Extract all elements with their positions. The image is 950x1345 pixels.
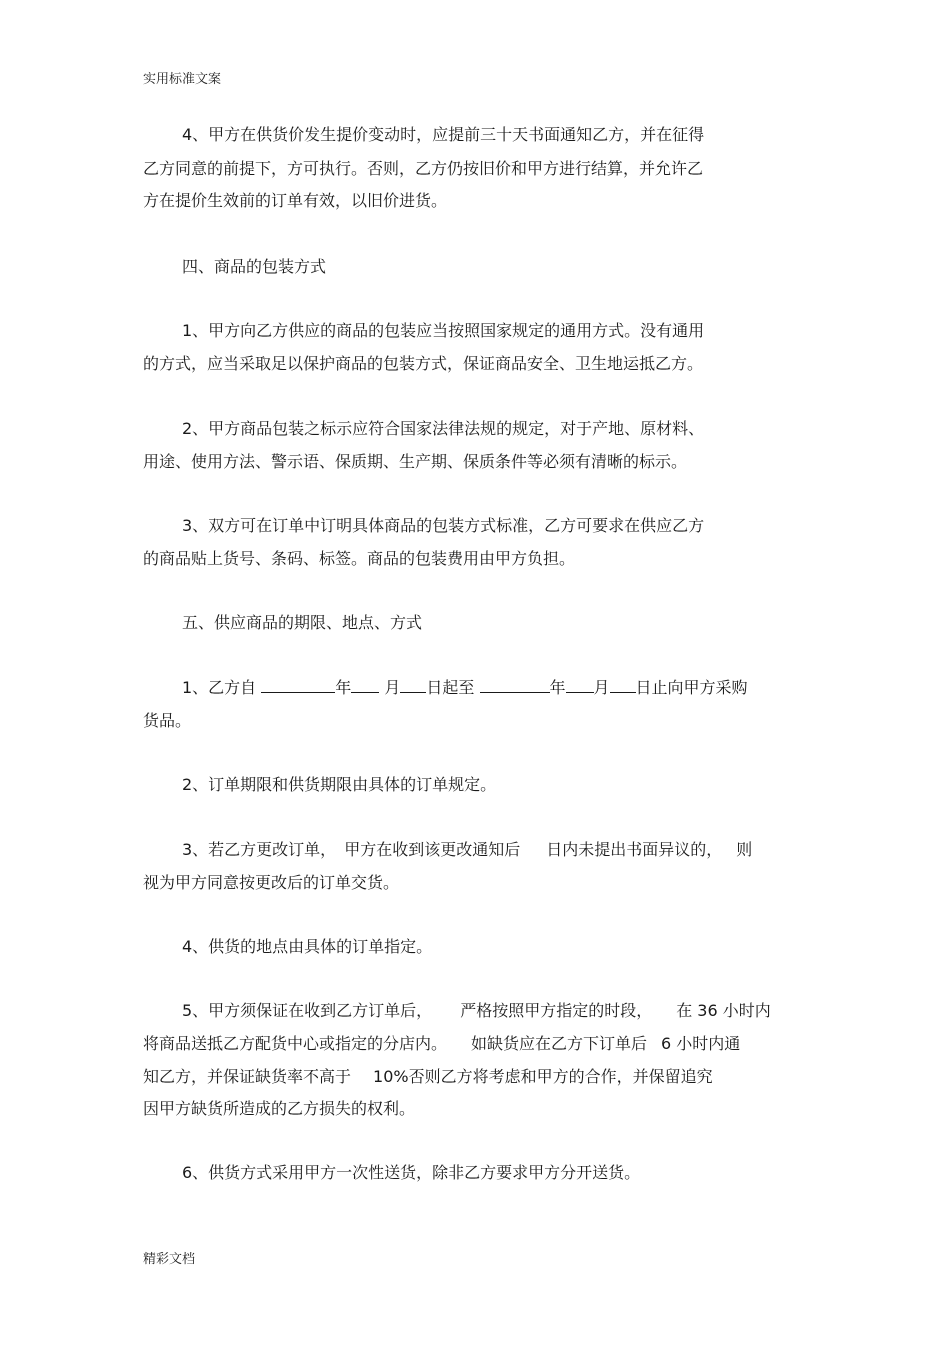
page-footer: 精彩文档 [143,1252,196,1267]
clause-text: 将商品送抵乙方配货中心或指定的分店内。 [143,1034,448,1053]
packaging-clause-1-line-1: 1、甲方向乙方供应的商品的包装应当按照国家规定的通用方式。没有通用 [182,321,705,340]
packaging-clause-3-line-2: 的商品贴上货号、条码、标签。商品的包装费用由甲方负担。 [143,549,576,568]
blank-start-day [400,678,426,693]
blank-end-year [480,678,550,693]
clause-text: 则 [736,840,753,859]
packaging-clause-3-line-1: 3、双方可在订单中订明具体商品的包装方式标准，乙方可要求在供应乙方 [182,516,705,535]
order-period-clause: 2、订单期限和供货期限由具体的订单规定。 [182,775,497,794]
packaging-clause-2-line-1: 2、甲方商品包装之标示应符合国家法律法规的规定，对于产地、原材料、 [182,419,705,438]
clause-text: 3、若乙方更改订单， [182,840,337,859]
clause-text: 日起至 [426,678,475,697]
price-change-line-3: 方在提价生效前的订单有效，以旧价进货。 [143,191,448,210]
section-5-title: 五、供应商品的期限、地点、方式 [182,613,423,632]
order-change-clause-line-2: 视为甲方同意按更改后的订单交货。 [143,873,400,892]
clause-text: 否则乙方将考虑和甲方的合作，并保留追究 [408,1067,713,1086]
clause-text: 1、乙方自 [182,678,257,697]
delivery-method-clause: 6、供货方式采用甲方一次性送货，除非乙方要求甲方分开送货。 [182,1163,641,1182]
delivery-time-clause-line-2 [143,1033,740,1055]
packaging-clause-1-line-2: 的方式，应当采取足以保护商品的包装方式，保证商品安全、卫生地运抵乙方。 [143,354,704,373]
shortage-rate-value: 10% [373,1067,409,1086]
clause-text: 6 小时内通 [661,1034,741,1053]
price-change-line-1: 4、甲方在供货价发生提价变动时，应提前三十天书面通知乙方，并在征得 [182,125,705,144]
clause-text: 如缺货应在乙方下订单后 [471,1034,648,1053]
delivery-time-clause-line-3 [143,1066,713,1088]
section-4-title: 四、商品的包装方式 [182,257,327,276]
clause-text: 严格按照甲方指定的时段， [460,1001,653,1020]
clause-text: 5、甲方须保证在收到乙方订单后， [182,1001,433,1020]
year-label: 年 [335,678,352,697]
packaging-clause-2-line-2: 用途、使用方法、警示语、保质期、生产期、保质条件等必须有清晰的标示。 [143,452,688,471]
delivery-time-clause-line-1 [182,1000,771,1022]
clause-text: 知乙方，并保证缺货率不高于 [143,1067,352,1086]
year-label: 年 [549,678,566,697]
clause-text: 日止向甲方采购 [635,678,748,697]
supply-period-clause-line-1 [182,677,748,699]
blank-start-year [261,678,335,693]
clause-text: 甲方在收到该更改通知后 [344,840,521,859]
month-label: 月 [593,678,610,697]
price-change-line-2: 乙方同意的前提下，方可执行。否则，乙方仍按旧价和甲方进行结算，并允许乙 [143,159,704,178]
page-header: 实用标准文案 [143,72,222,87]
clause-text: 在 36 小时内 [676,1001,771,1020]
blank-end-month [566,678,594,693]
delivery-location-clause: 4、供货的地点由具体的订单指定。 [182,937,433,956]
blank-start-month [351,678,379,693]
month-label: 月 [384,678,401,697]
delivery-time-clause-line-4: 因甲方缺货所造成的乙方损失的权利。 [143,1099,416,1118]
order-change-clause-line-1 [182,839,752,861]
supply-period-clause-line-2: 货品。 [143,711,192,730]
clause-text: 日内未提出书面异议的， [546,840,723,859]
blank-end-day [610,678,636,693]
